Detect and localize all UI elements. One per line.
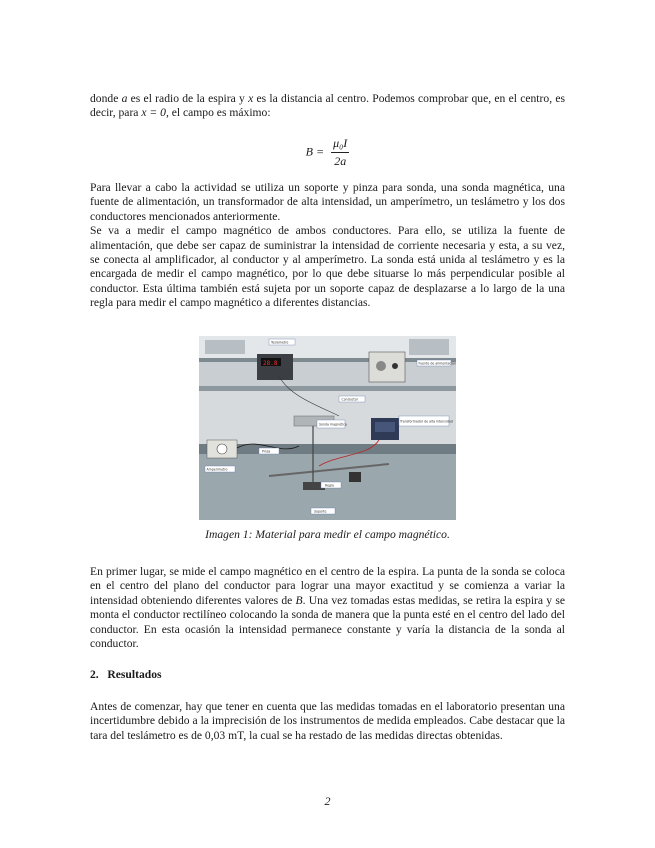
label-regla: Regla [325, 483, 334, 488]
formula-lhs: B = [305, 144, 325, 159]
formula-numerator: μ₀I [331, 136, 349, 153]
label-soporte: Soporte [314, 509, 327, 514]
procedure-paragraph: En primer lugar, se mide el campo magnético en el centro de la espira. La punta de la sonda se coloca en el centro del plano del conductor para lograr una mayor exactitud y se comienza a variar la intensidad obteniendo diferentes valores de B. Una vez tomadas estas medidas, se retira la espira y se monta el conductor rectilíneo colocando la sonda de manera que la punta esté en el centro del lado del conductor. En esta ocasión la intensidad permanece constante y varía la distancia de la sonda al conductor. [90, 565, 565, 651]
formula-denominator: 2a [334, 154, 347, 168]
figure-caption: Imagen 1: Material para medir el campo magnético. [205, 528, 450, 541]
material-section [90, 181, 565, 311]
material-paragraph-2: Se va a medir el campo magnético de ambos conductores. Para ello, se utiliza la fuente de alimentación, que debe ser capaz de suministrar la intensidad de corriente necesaria y esta, a su vez, se conecta al amplificador, al conductor y al amperímetro. La sonda está unida al teslámetro y es la encargada de medir el campo magnético, por lo que debe situarse lo más perpendicular posible al conductor. Esta última también está sujeta por un soporte capaz de desplazarse a lo largo de la una regla para medir el campo magnético a diferentes distancias. [90, 224, 565, 310]
label-sonda: Sonda magnética [319, 422, 347, 427]
label-fuente: Fuente de alimentación [418, 361, 456, 366]
formula-fraction [331, 136, 349, 169]
condition-x-zero: x = 0 [141, 106, 166, 120]
label-teslametro: Teslámetro [271, 340, 289, 345]
label-pinza: Pinza [262, 449, 271, 454]
page-number: 2 [324, 794, 331, 808]
material-paragraph-1: Para llevar a cabo la actividad se utiliza un soporte y pinza para sonda, una sonda magnética, una fuente de alimentación, un transformador de alta intensidad, un amperímetro, un teslámetro y los dos conductores mencionados anteriormente. [90, 181, 565, 223]
section-number: 2. [90, 668, 99, 681]
intro-paragraph: donde a es el radio de la espira y x es la distancia al centro. Podemos comprobar que, en el centro, es decir, para x = 0, el campo es máximo: [90, 92, 566, 120]
label-conductor: Conductor [341, 397, 359, 402]
results-paragraph: Antes de comenzar, hay que tener en cuenta que las medidas tomadas en el laboratorio presentan una incertidumbre debido a la imprecisión de los instrumentos de medida empleados. Cabe destacar que la tara del teslámetro es de 0,03 mT, la cual se ha restado de las medidas directas obtenidas. [90, 700, 565, 742]
teslameter-display-value: 28.8 [263, 360, 278, 367]
var-a: a [121, 92, 128, 105]
lab-setup-illustration [199, 336, 456, 520]
lab-setup-photo [199, 336, 456, 520]
label-amperimetro: Amperímetro [206, 467, 228, 472]
var-b: B [295, 593, 303, 607]
field-formula [0, 136, 655, 169]
var-x: x [248, 92, 254, 105]
label-transformador: Transformador de alta intensidad [400, 419, 453, 424]
section-title: Resultados [107, 668, 162, 681]
section-heading [90, 668, 162, 681]
